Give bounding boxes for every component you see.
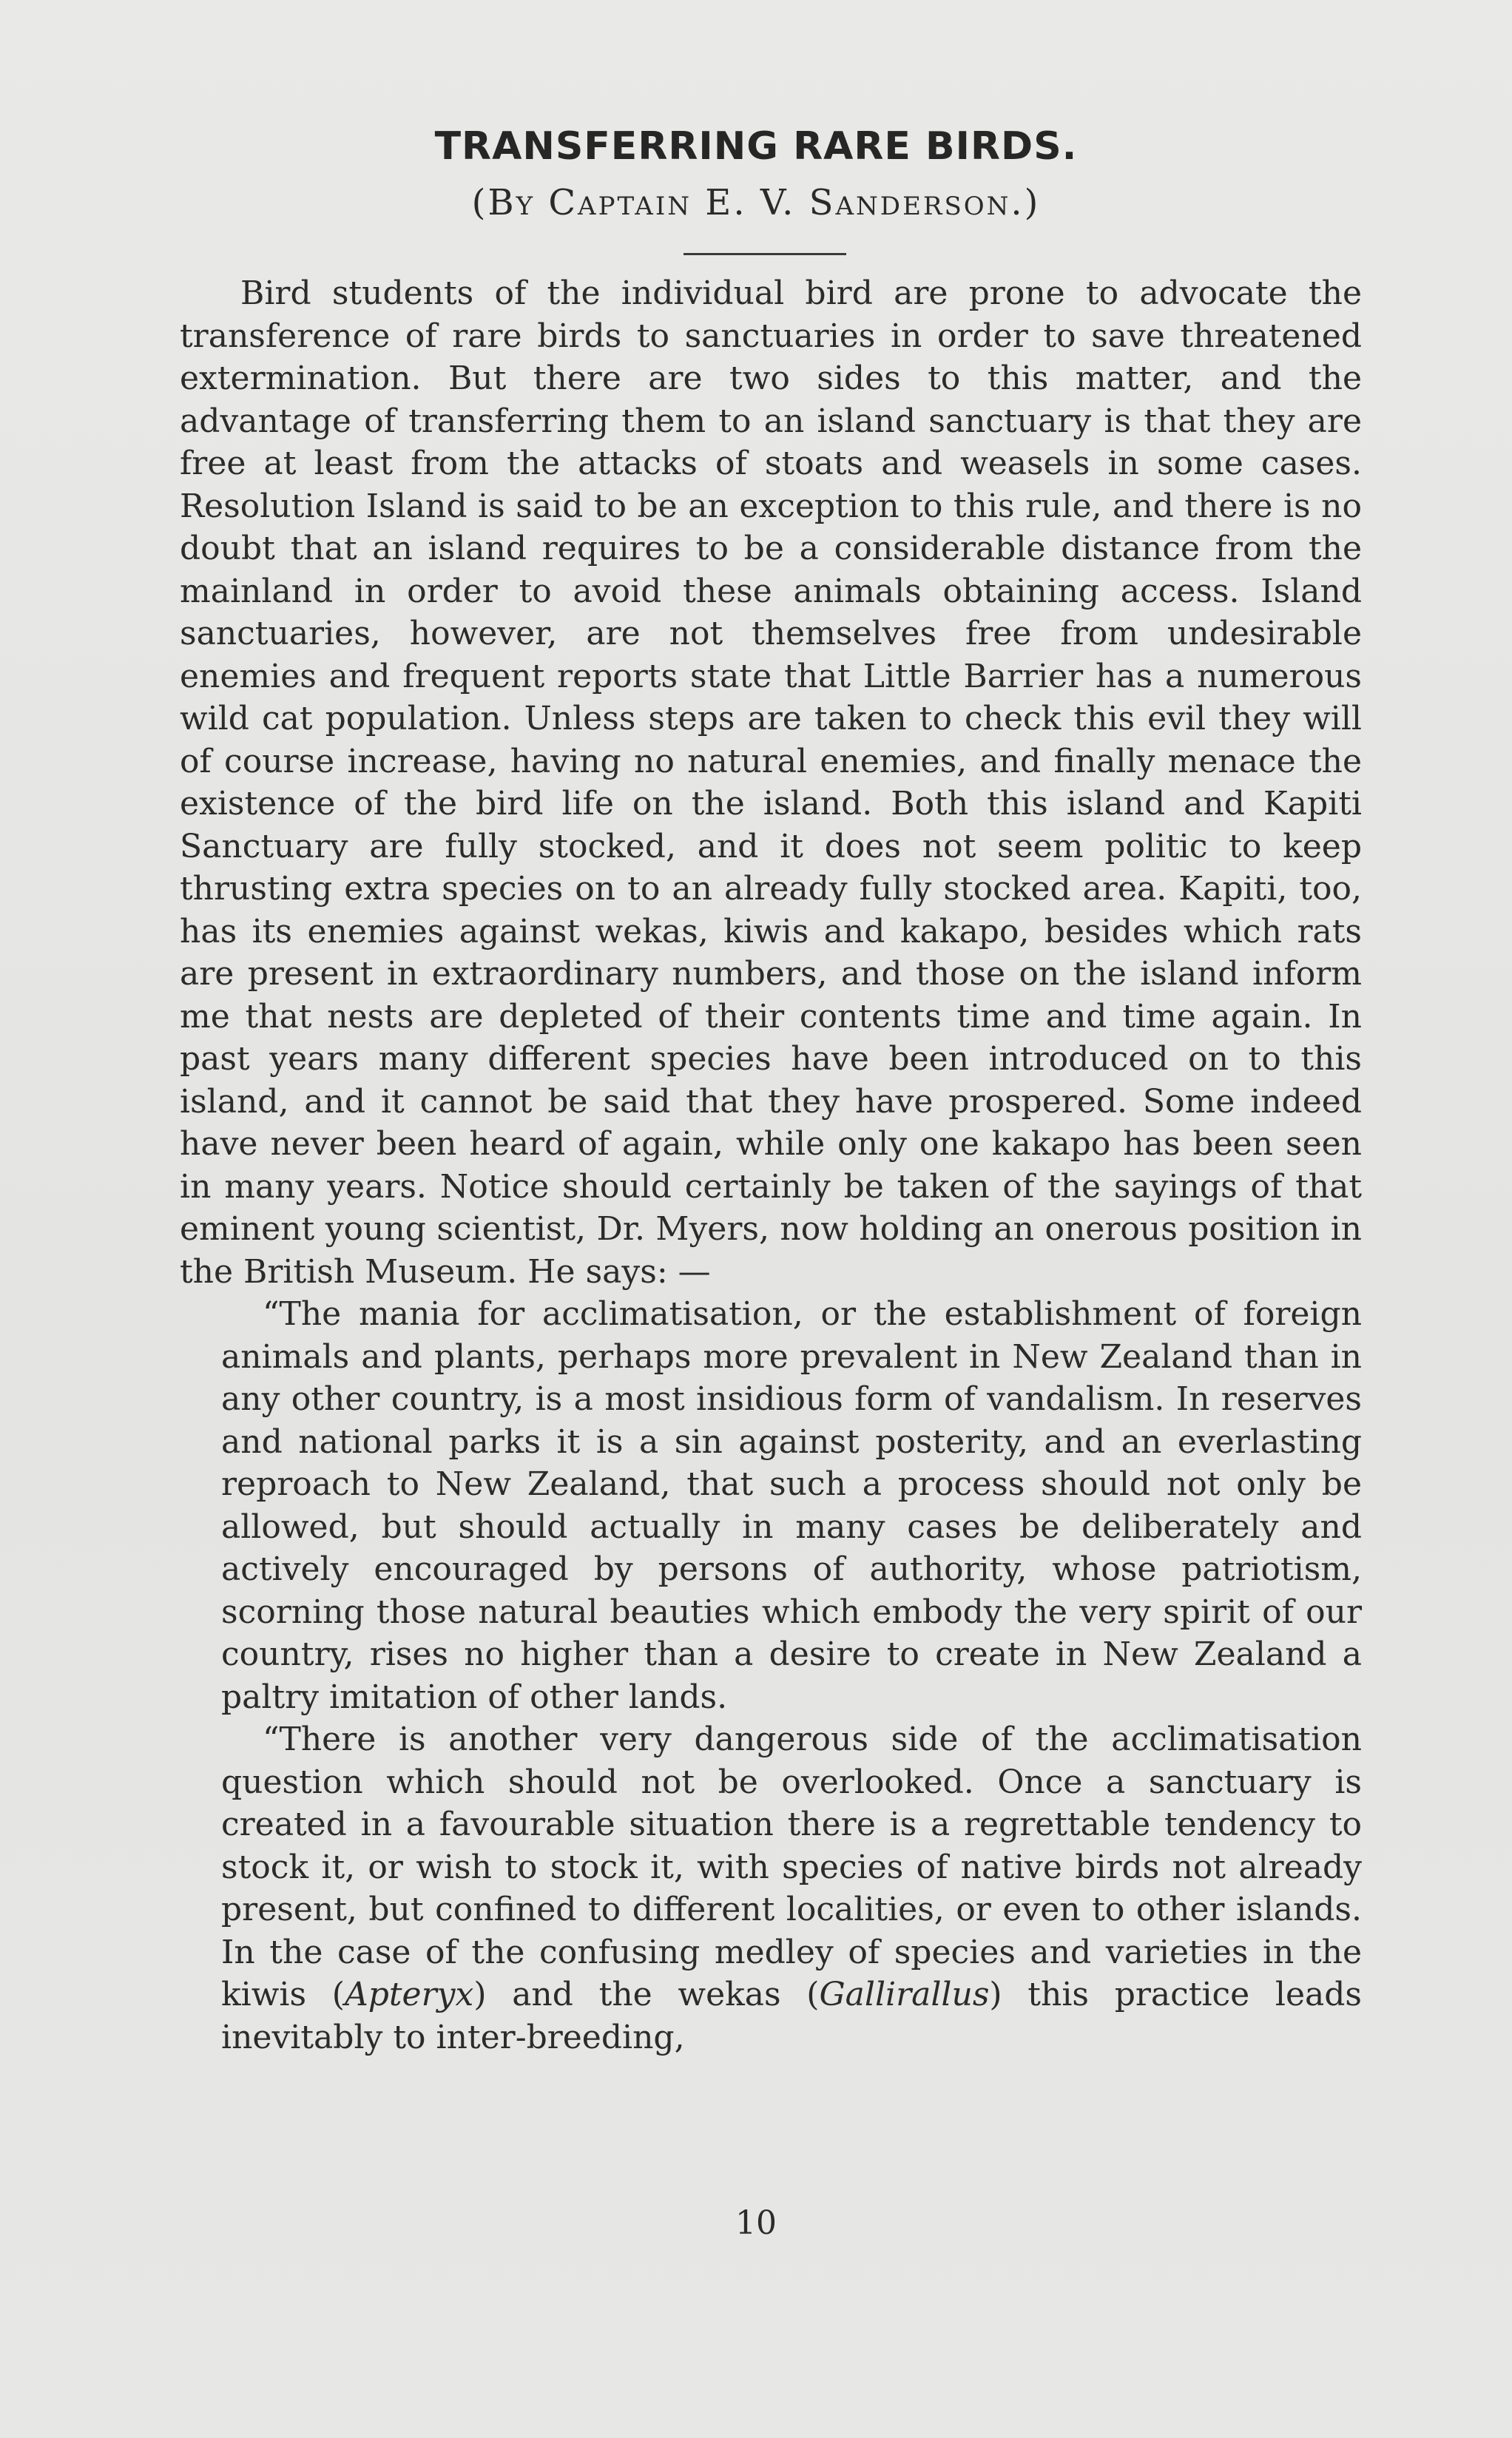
page-number: 10: [735, 2204, 777, 2242]
genus-name: Gallirallus: [819, 1976, 990, 2013]
quotation-paragraph: [221, 1718, 1362, 2059]
title-divider: [684, 253, 846, 255]
article-body: [180, 272, 1362, 2059]
quotation-text: “There is another very dangerous side of the acclimatisation question which should not be overlooked. Once a sanctuary is created in a favourable situation there is a regrettable tendency to stock it, or wish to stock it, with species of native birds not already present, but confined to different localities, or even to other islands. In the case of the confusing medley of species and varieties in the kiwis (: [221, 1721, 1362, 2013]
quotation-text: ) and the wekas (: [473, 1976, 820, 2013]
body-paragraph: Bird students of the individual bird are prone to advocate the transference of rare birds to sanctuaries in order to save threatened extermination. But there are two sides to this matter, and the advantage of transferring them to an island sanctuary is that they are free at least from the attacks of stoats and weasels in some cases. Resolution Island is said to be an exception to this rule, and there is no doubt that an island requires to be a considerable distance from the mainland in order to avoid these animals obtaining access. Island sanctuaries, however, are not themselves free from undesirable enemies and frequent reports state that Little Barrier has a numerous wild cat population. Unless steps are taken to check this evil they will of course increase, having no natural enemies, and finally menace the existence of the bird life on the island. Both this island and Kapiti Sanctuary are fully stocked, and it does not seem politic to keep thrusting extra species on to an already fully stocked area. Kapiti, too, has its enemies against wekas, kiwis and kakapo, besides which rats are present in extraordinary numbers, and those on the island inform me that nests are depleted of their contents time and time again. In past years many different species have been introduced on to this island, and it cannot be said that they have prospered. Some indeed have never been heard of again, while only one kakapo has been seen in many years. Notice should certainly be taken of the sayings of that eminent young scientist, Dr. Myers, now holding an onerous position in the British Museum. He says: —: [180, 274, 1362, 1291]
article-byline: (By Captain E. V. Sanderson.): [471, 182, 1041, 223]
quotation-paragraph: “The mania for acclimatisation, or the establishment of foreign animals and plants, perhaps more prevalent in New Zealand than in any other country, is a most insidious form of vandalism. In reserves and national parks it is a sin against posterity, and an everlasting reproach to New Zealand, that such a process should not only be allowed, but should actually in many cases be deliberately and actively encouraged by persons of authority, whose patriotism, scorning those natural beauties which embody the very spirit of our country, rises no higher than a desire to create in New Zealand a paltry imitation of other lands.: [221, 1295, 1362, 1716]
genus-name: Apteryx: [344, 1976, 474, 2013]
article-title: TRANSFERRING RARE BIRDS.: [434, 124, 1078, 169]
quotation-text: ) this practice leads inevitably to inter-breeding,: [221, 1976, 1363, 2056]
